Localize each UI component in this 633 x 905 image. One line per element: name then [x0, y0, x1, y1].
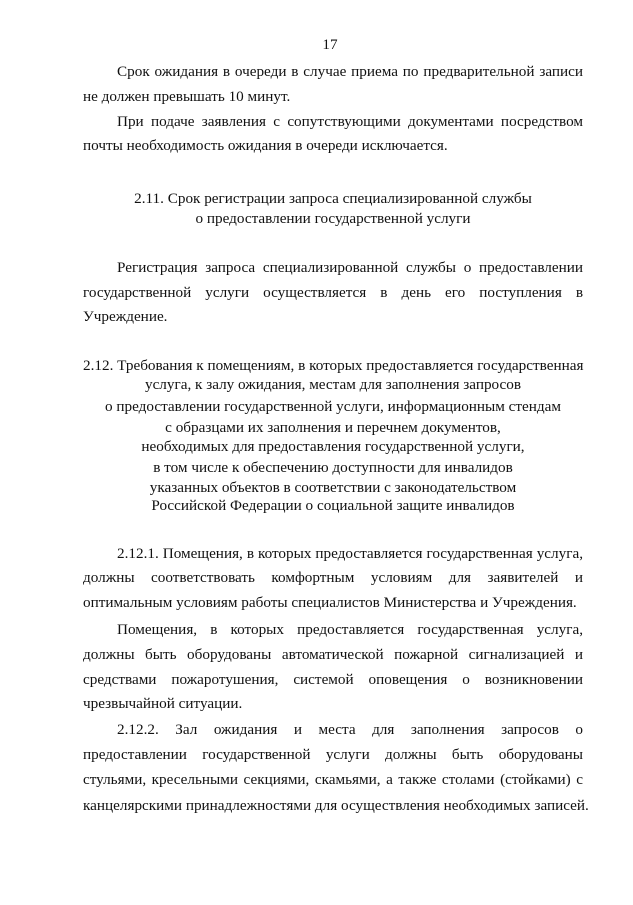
heading-line: с образцами их заполнения и перечнем документов, [165, 419, 501, 436]
text-line: оптимальным условиям работы специалистов Министерства и Учреждения. [83, 594, 577, 611]
text-line: почты необходимость ожидания в очереди исключается. [83, 137, 448, 154]
heading-line: 2.12. Требования к помещениям, в которых предоставляется государственная [83, 357, 584, 374]
heading-line: о предоставлении государственной услуги [195, 210, 471, 227]
heading-line: 2.11. Срок регистрации запроса специализированной службы [134, 190, 532, 207]
text-line: Учреждение. [83, 308, 168, 325]
heading-line: указанных объектов в соответствии с законодательством [149, 479, 517, 496]
text-line: Срок ожидания в очереди в случае приема по предварительной записи [117, 63, 583, 80]
text-line: государственной услуги осуществляется в день его поступления в [83, 284, 583, 301]
heading-line: о предоставлении государственной услуги, информационным стендам [105, 398, 561, 415]
text-line: Помещения, в которых предоставляется государственная услуга, [117, 621, 583, 638]
text-line: чрезвычайной ситуации. [83, 695, 243, 712]
text-line: 2.12.1. Помещения, в которых предоставляется государственная услуга, [117, 545, 583, 562]
text-line: канцелярскими принадлежностями для осуществления необходимых записей. [83, 797, 589, 814]
text-line: должны соответствовать комфортным условиям для заявителей и [83, 569, 583, 586]
heading-line: Российской Федерации о социальной защите инвалидов [151, 497, 515, 514]
text-line: не должен превышать 10 минут. [83, 88, 291, 105]
text-line: должны быть оборудованы автоматической пожарной сигнализацией и [83, 646, 583, 663]
text-line: стульями, кресельными секциями, скамьями, а также столами (стойками) с [83, 771, 583, 788]
heading-line: в том числе к обеспечению доступности для инвалидов [153, 459, 513, 476]
heading-line: необходимых для предоставления государственной услуги, [141, 438, 525, 455]
heading-line: услуга, к залу ожидания, местам для заполнения запросов [144, 376, 522, 393]
text-line: Регистрация запроса специализированной службы о предоставлении [117, 259, 583, 276]
text-line: предоставлении государственной услуги должны быть оборудованы [83, 746, 583, 763]
text-line: средствами пожаротушения, системой оповещения о возникновении [83, 671, 583, 688]
page-number: 17 [322, 36, 338, 53]
text-line: При подаче заявления с сопутствующими документами посредством [117, 113, 583, 130]
text-line: 2.12.2. Зал ожидания и места для заполнения запросов о [117, 721, 583, 738]
